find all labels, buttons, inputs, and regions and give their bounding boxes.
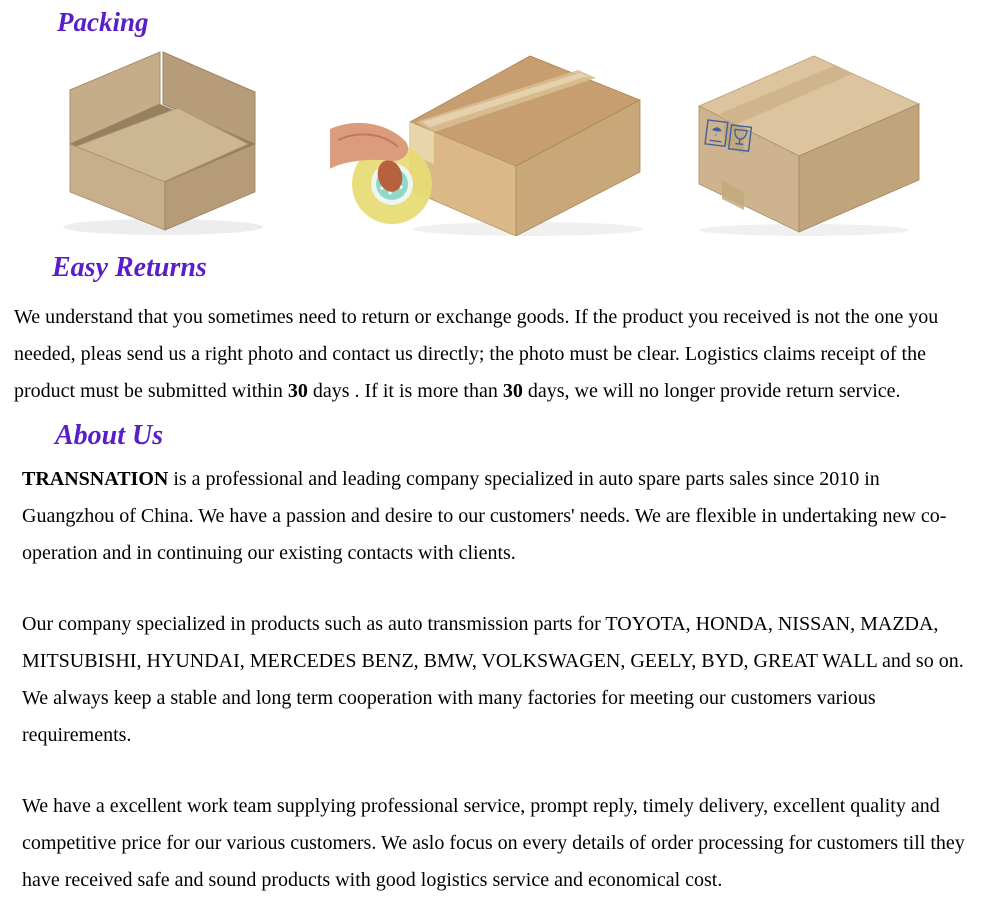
returns-text-3: days, we will no longer provide return service. xyxy=(522,380,901,402)
about-us-heading: About Us xyxy=(55,420,164,451)
easy-returns-heading: Easy Returns xyxy=(52,252,207,283)
packing-photo-open-box xyxy=(0,44,330,236)
about-text-1: is a professional and leading company specialized in auto spare parts sales since 2010 in Guangzhou of China. We have a passion and desire to our customers' needs. We are flexible in undertaking new co-operation and in continuing our existing contacts with clients. xyxy=(22,468,947,564)
packing-images-row xyxy=(0,44,998,236)
packing-heading: Packing xyxy=(57,7,149,37)
packing-photo-taping-box xyxy=(330,44,664,236)
hand-taping-box-illustration xyxy=(330,44,664,236)
packing-photo-sealed-box xyxy=(664,44,998,236)
returns-paragraph xyxy=(14,299,982,410)
open-carton-box-illustration xyxy=(0,44,330,236)
sealed-carton-box-illustration xyxy=(664,44,998,236)
about-paragraph-products: Our company specialized in products such as auto transmission parts for TOYOTA, HONDA, NISSAN, MAZDA, MITSUBISHI, HYUNDAI, MERCEDES BENZ, BMW, VOLKSWAGEN, GEELY, BYD, GREAT WALL and so on. We always keep a stable and long term cooperation with many factories for meeting our customers various requirements. xyxy=(22,613,964,746)
returns-text-2: days . If it is more than xyxy=(307,380,503,402)
returns-days-count-2: 30 xyxy=(502,380,523,402)
about-paragraph-service: We have a excellent work team supplying professional service, prompt reply, timely delivery, excellent quality and competitive price for our various customers. We aslo focus on every details of order processing for customers till they have received safe and sound products with good logistics service and economical cost. xyxy=(22,795,965,891)
svg-text:☂: ☂ xyxy=(709,124,724,141)
returns-text-1: We understand that you sometimes need to return or exchange goods. If the product you received is not the one you needed, pleas send us a right photo and contact us directly; the photo must be clear. Logistics claims receipt of the product must be submitted within xyxy=(14,306,939,402)
company-name: TRANSNATION xyxy=(22,468,169,490)
returns-days-count-1: 30 xyxy=(287,380,308,402)
about-paragraph-company xyxy=(22,461,970,572)
